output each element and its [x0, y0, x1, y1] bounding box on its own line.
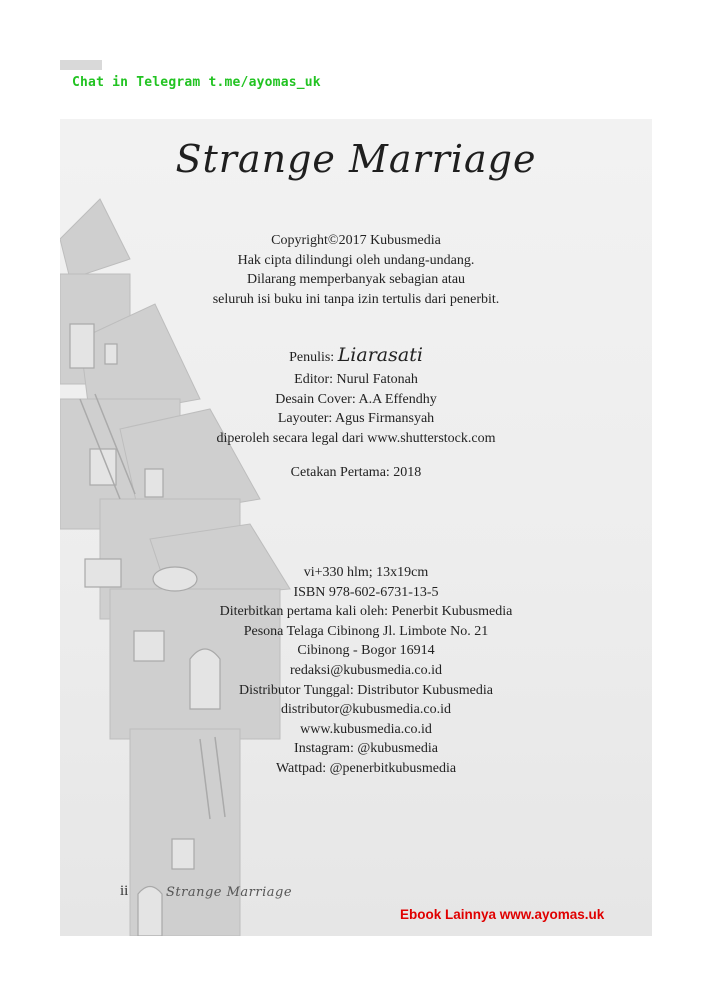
credit-line: Layouter: Agus Firmansyah: [277, 411, 435, 427]
ebook-link[interactable]: Ebook Lainnya www.ayomas.uk: [400, 907, 605, 922]
publisher-line: Wattpad: @penerbitkubusmedia: [275, 760, 457, 776]
footer-book-title: Strange Marriage: [166, 885, 293, 900]
publisher-line: Diterbitkan pertama kali oleh: Penerbit Kubusmedia: [219, 604, 513, 620]
book-page: [60, 119, 652, 936]
publisher-line: vi+330 hlm; 13x19cm: [303, 565, 429, 580]
copyright-line: Copyright©2017 Kubusmedia: [271, 233, 441, 248]
publisher-line: distributor@kubusmedia.co.id: [281, 702, 451, 718]
printing-block: [60, 463, 652, 483]
header-gray-tab: [60, 60, 102, 70]
copyright-line: Hak cipta dilindungi oleh undang-undang.: [237, 252, 475, 268]
publisher-line: Cibinong - Bogor 16914: [297, 643, 435, 659]
telegram-link[interactable]: Chat in Telegram t.me/ayomas_uk: [72, 75, 321, 90]
publisher-line: redaksi@kubusmedia.co.id: [289, 662, 443, 678]
publisher-line: Distributor Tunggal: Distributor Kubusmedia: [239, 682, 493, 698]
publisher-block: [150, 563, 582, 779]
copyright-line: seluruh isi buku ini tanpa izin tertulis dari penerbit.: [212, 291, 500, 307]
author-row: [60, 343, 652, 370]
credits-block: [60, 343, 652, 448]
credit-line: Desain Cover: A.A Effendhy: [275, 391, 437, 407]
author-label: Penulis:: [289, 350, 335, 365]
copyright-line: Dilarang memperbanyak sebagian atau: [246, 272, 466, 288]
author-name: Liarasati: [337, 344, 423, 366]
page-number: ii: [120, 883, 129, 899]
publisher-line: ISBN 978-602-6731-13-5: [293, 584, 439, 600]
book-title: Strange Marriage: [175, 137, 537, 181]
publisher-line: Pesona Telaga Cibinong Jl. Limbote No. 21: [243, 623, 489, 639]
credit-line: diperoleh secara legal dari www.shutterstock.com: [216, 430, 496, 446]
copyright-block: [60, 231, 652, 309]
printing-line: Cetakan Pertama: 2018: [290, 465, 422, 480]
publisher-line: www.kubusmedia.co.id: [300, 721, 432, 737]
credit-line: Editor: Nurul Fatonah: [294, 372, 418, 387]
publisher-line: Instagram: @kubusmedia: [294, 741, 438, 757]
